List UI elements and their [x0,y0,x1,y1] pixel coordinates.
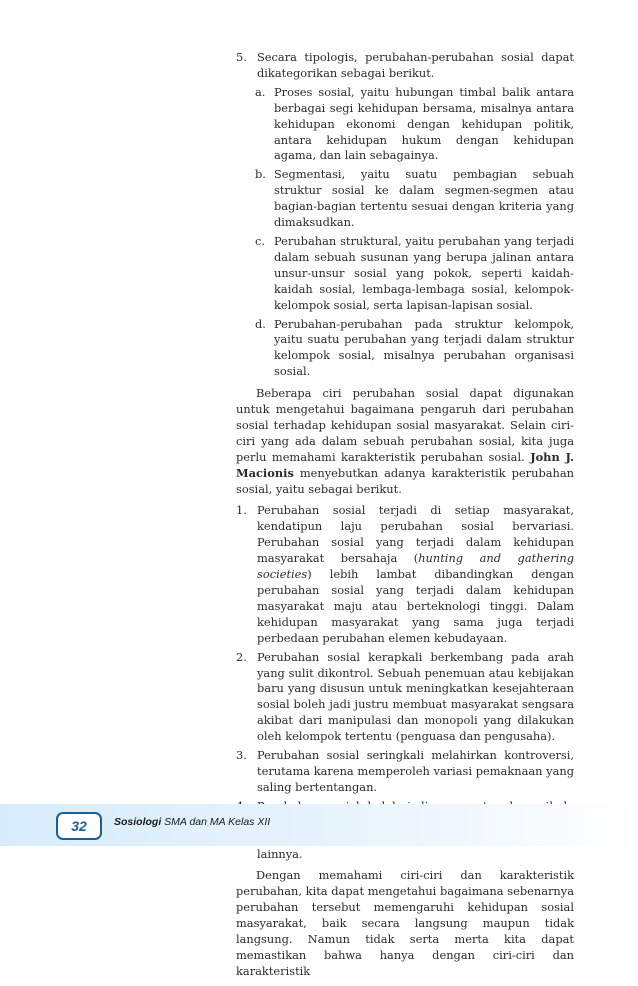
subitem-text: Perubahan-perubahan pada struktur kelompok, yaitu suatu perubahan yang terjadi dalam struktur kelompok sosial, misalnya perubahan organisasi sosial. [274,316,574,379]
subitem-c [236,234,574,314]
subitem-text: Proses sosial, yaitu hubungan timbal balik antara berbagai segi kehidupan bersama, misalnya antara kehidupan ekonomi dengan kehidupan politik, antara kehidupan hukum dengan kehidupan agama, dan lain sebagainya. [274,84,574,163]
italic-term: hunting and gathering societies [257,551,574,582]
list-item [236,503,574,646]
list-item-5 [236,50,574,380]
list-number: 2. [236,649,247,664]
book-level: SMA dan MA Kelas XII [164,816,271,828]
subitem-letter: a. [255,84,266,99]
subitem-text: Perubahan struktural, yaitu perubahan yang terjadi dalam sebuah susunan yang berupa jalinan antara unsur-unsur sosial yang pokok, seperti kaidah-kaidah sosial, lembaga-lembaga sosial, kelompok-kelompok sosial, serta lapisan-lapisan sosial. [274,233,574,312]
subitem-letter: b. [255,167,266,182]
list-item [236,748,574,796]
book-title [114,816,270,828]
list-number: 1. [236,503,247,518]
subitem-letter: c. [255,233,266,248]
paragraph-text: menyebutkan adanya karakteristik perubahan sosial, yaitu sebagai berikut. [236,465,575,496]
list-item-text: lainnya. [257,846,303,861]
subitem-text: Segmentasi, yaitu suatu pembagian sebuah struktur sosial ke dalam segmen-segmen atau bagian-bagian tertentu sesuai dengan kriteria yang dimaksudkan. [274,167,574,230]
subitem-letter: d. [255,316,266,331]
list-item-text: Perubahan sosial seringkali melahirkan kontroversi, terutama karena memperoleh variasi pemaknaan yang saling bertentangan. [257,748,574,794]
subitem-a [236,85,574,165]
author-name: John J. Macionis [236,449,574,480]
book-subject: Sosiologi [114,816,162,828]
subitem-b [236,167,574,231]
paragraph-closing: Dengan memahami ciri-ciri dan karakteristik perubahan, kita dapat mengetahui bagaimana sebenarnya perubahan tersebut memengaruhi kehidupan sosial masyarakat, baik secara langsung maupun tidak langsung. Namun tidak serta merta kita dapat memastikan bahwa hanya dengan ciri-ciri dan karakteristik [236,868,574,978]
subitem-d [236,317,574,381]
list-item-text: Perubahan sosial kerapkali berkembang pada arah yang sulit dikontrol. Sebuah penemuan atau kebijakan baru yang disusun untuk meningkatkan kesejahteraan sosial boleh jadi justru membuat masyarakat sengsara akibat dari manipulasi dan monopoli yang dilakukan oleh kelompok tertentu (penguasa dan pengusaha). [257,649,574,744]
paragraph-text: Beberapa ciri perubahan sosial dapat digunakan untuk mengetahui bagaimana pengaruh dari perubahan sosial terhadap kehidupan sosial masyarakat. Selain ciri-ciri yang ada dalam sebuah perubahan sosial, kita juga perlu memahami karakteristik perubahan sosial. [236,386,574,464]
list-item-text: Secara tipologis, perubahan-perubahan sosial dapat dikategorikan sebagai berikut. [257,50,574,80]
list-item [236,650,574,745]
list-number: 5. [236,50,247,64]
page-number: 32 [56,812,102,840]
list-number: 3. [236,748,247,763]
list-item-text: Perubahan sosial terjadi di setiap masyarakat, kendatipun laju perubahan sosial bervariasi. Perubahan sosial yang terjadi dalam kehidupan masyarakat bersahaja (hunting and gathering societies) lebih lambat dibandingkan dengan perubahan sosial yang terjadi dalam kehidupan masyarakat maju atau berteknologi tinggi. Dalam kehidupan masyarakat yang sama juga terjadi perbedaan perubahan elemen kebudayaan. [257,503,574,645]
paragraph-karakteristik-intro [236,386,574,497]
